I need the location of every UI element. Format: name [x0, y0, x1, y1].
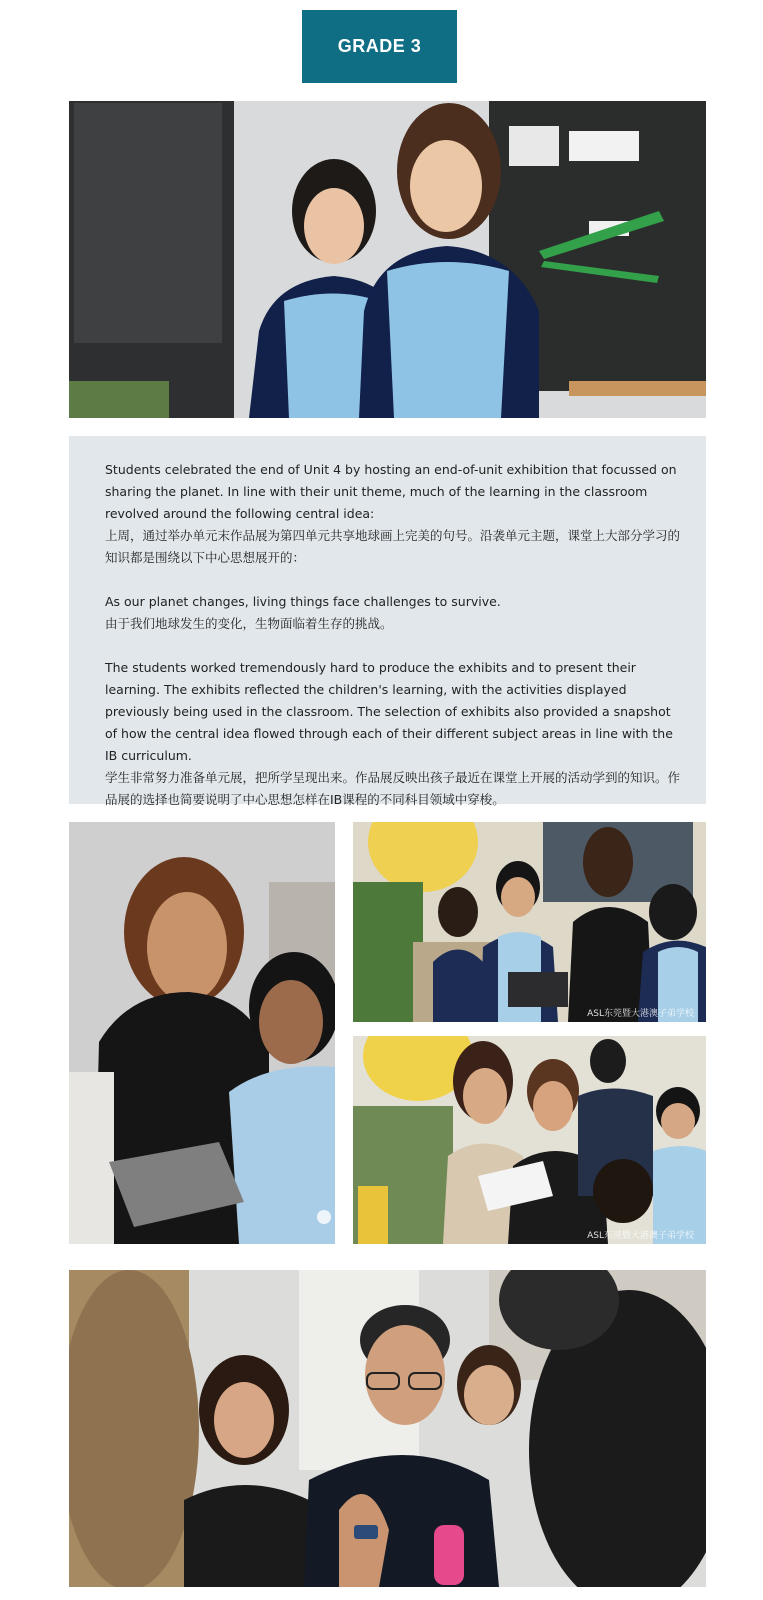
paragraph-1-en: Students celebrated the end of Unit 4 by hosting an end-of-unit exhibition that focussed on sharing the planet. In line with their unit theme, much of the learning in the classroom revolved around the following central idea:	[105, 462, 677, 521]
photo-parents-reading	[353, 1036, 706, 1244]
photo-watermark: ASL东莞暨大港澳子弟学校	[587, 1009, 694, 1019]
grade-banner	[302, 10, 457, 83]
photo-watermark: ASL东莞暨大港澳子弟学校	[587, 1231, 694, 1241]
grade-label: GRADE 3	[337, 36, 422, 56]
central-idea-en: As our planet changes, living things face challenges to survive.	[105, 594, 501, 609]
photo-parent-student-tablet	[69, 822, 335, 1244]
photo-two-students	[69, 101, 706, 418]
photo-boy-with-tablet	[353, 822, 706, 1022]
paragraph-3-zh: 学生非常努力准备单元展，把所学呈现出来。作品展反映出孩子最近在课堂上开展的活动学到的知识。作品展的选择也简要说明了中心思想怎样在IB课程的不同科目领域中穿梭。	[105, 770, 681, 807]
photo-audience	[69, 1270, 706, 1587]
paragraph-1-zh: 上周，通过举办单元末作品展为第四单元共享地球画上完美的句号。沿袭单元主题，课堂上大部分学习的知识都是围绕以下中心思想展开的：	[105, 528, 681, 565]
paragraph-3-en: The students worked tremendously hard to produce the exhibits and to present their learning. The exhibits reflected the children's learning, with the activities displayed previously being used in the classroom. The selection of exhibits also provided a snapshot of how the central idea flowed through each of their different subject areas in line with the IB curriculum.	[105, 660, 673, 763]
description-panel	[69, 436, 706, 807]
central-idea-zh: 由于我们地球发生的变化，生物面临着生存的挑战。	[105, 616, 393, 631]
